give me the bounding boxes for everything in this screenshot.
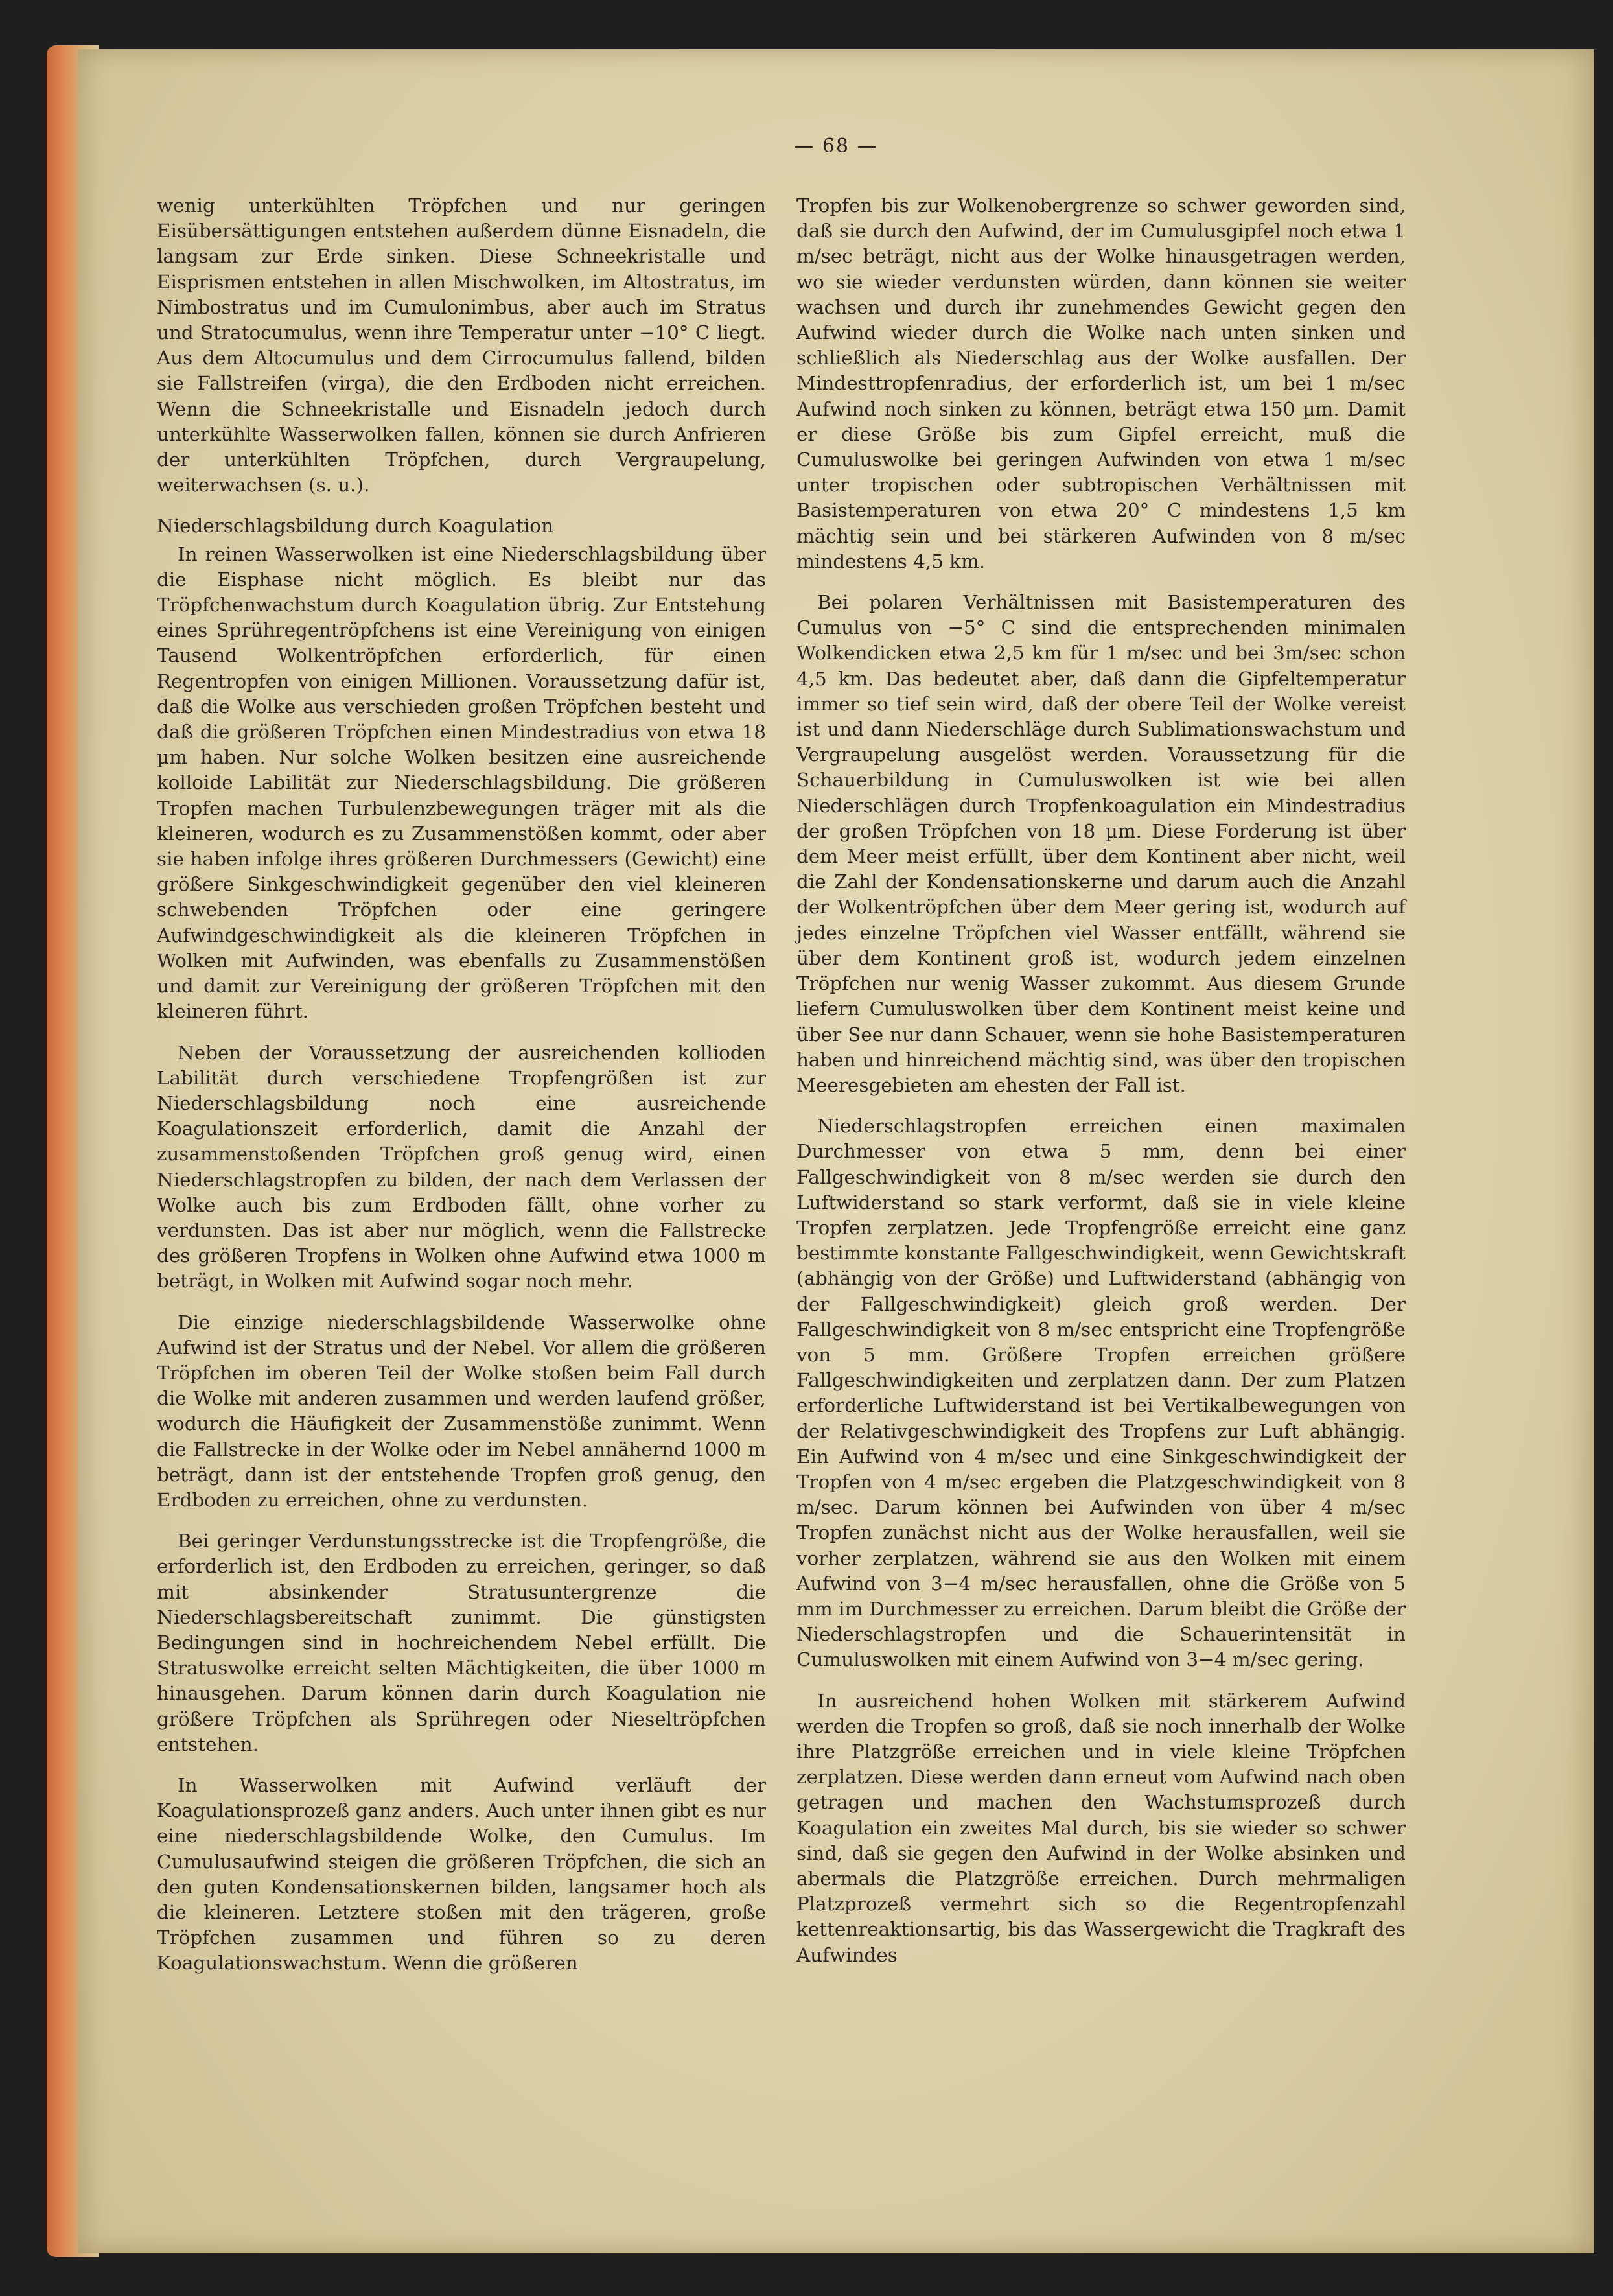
- section-heading: Niederschlagsbildung durch Koagulation: [157, 515, 553, 537]
- paragraph: Bei polaren Verhältnissen mit Basistemperaturen des Cumulus von −5° C sind die entsprechenden minimalen Wolkendicken etwa 2,5 km für 1 m/sec und bei 3m/sec schon 4,5 km. Das bedeutet aber, daß dann die Gipfeltemperatur immer so tief sein wird, daß der obere Teil der Wolke vereist ist und dann Niederschläge durch Sublimationswachstum und Vergraupelung ausgelöst werden. Voraussetzung für die Schauerbildung in Cumuluswolken ist wie bei allen Niederschlägen durch Tropfenkoagulation ein Mindestradius der großen Tröpfchen von 18 µm. Diese Forderung ist über dem Meer meist erfüllt, über dem Kontinent aber nicht, weil die Zahl der Kondensationskerne und darum auch die Anzahl der Wolkentröpfchen über dem Meer gering ist, wodurch auf jedes einzelne Tröpfchen viel Wasser entfällt, während sie über dem Kontinent groß ist, wodurch jedem einzelnen Tröpfchen nur wenig Wasser zukommt. Aus diesem Grunde liefern Cumuluswolken über dem Kontinent meist keine und über See nur dann Schauer, wenn sie hohe Basistemperaturen haben und hinreichend mächtig sind, was über den tropischen Meeresgebieten am ehesten der Fall ist.: [796, 591, 1406, 1096]
- paragraph: Tropfen bis zur Wolkenobergrenze so schwer geworden sind, daß sie durch den Aufwind, der im Cumulusgipfel noch etwa 1 m/sec beträgt, nicht aus der Wolke hinausgetragen werden, wo sie wieder verdunsten würden, dann können sie weiter wachsen und durch ihr zunehmendes Gewicht gegen den Aufwind wieder durch die Wolke nach unten sinken und schließlich als Niederschlag aus der Wolke ausfallen. Der Mindesttropfenradius, der erforderlich ist, um bei 1 m/sec Aufwind noch sinken zu können, beträgt etwa 150 µm. Damit er diese Größe bis zum Gipfel erreicht, muß die Cumuluswolke bei geringen Aufwinden von etwa 1 m/sec unter tropischen oder subtropischen Verhältnissen mit Basistemperaturen von etwa 20° C mindestens 1,5 km mächtig sein und bei stärkeren Aufwinden von 8 m/sec mindestens 4,5 km.: [796, 194, 1406, 572]
- paragraph: Bei geringer Verdunstungsstrecke ist die Tropfengröße, die erforderlich ist, den Erdboden zu erreichen, geringer, so daß mit absinkender Stratusuntergrenze die Niederschlagsbereitschaft zunimmt. Die günstigsten Bedingungen sind in hochreichendem Nebel erfüllt. Die Stratuswolke erreicht selten Mächtigkeiten, die über 1000 m hinausgehen. Darum können darin durch Koagulation nie größere Tröpfchen als Sprühregen oder Nieseltröpfchen entstehen.: [157, 1530, 766, 1755]
- paragraph: Neben der Voraussetzung der ausreichenden kollioden Labilität durch verschiedene Tropfengrößen ist zur Niederschlagsbildung noch eine ausreichende Koagulationszeit erforderlich, damit die Anzahl der zusammenstoßenden Tröpfchen groß genug wird, einen Niederschlagstropfen zu bilden, der nach dem Verlassen der Wolke auch bis zum Erdboden fällt, ohne vorher zu verdunsten. Das ist aber nur möglich, wenn die Fallstrecke des größeren Tropfens in Wolken ohne Aufwind etwa 1000 m beträgt, in Wolken mit Aufwind sogar noch mehr.: [157, 1041, 766, 1293]
- left-column: [157, 193, 766, 1992]
- paragraph: In Wasserwolken mit Aufwind verläuft der Koagulationsprozeß ganz anders. Auch unter ihnen gibt es nur eine niederschlagsbildende Wolke, den Cumulus. Im Cumulusaufwind steigen die größeren Tröpfchen, die sich an den guten Kondensationskernen bilden, langsamer hoch als die kleineren. Letztere stoßen mit den trägeren, große Tröpfchen zusammen und führen so zu deren Koagulationswachstum. Wenn die größeren: [157, 1774, 766, 1974]
- right-column: [796, 193, 1406, 1984]
- paragraph: In ausreichend hohen Wolken mit stärkerem Aufwind werden die Tropfen so groß, daß sie noch innerhalb der Wolke ihre Platzgröße erreichen und in viele kleine Tröpfchen zerplatzen. Diese werden dann erneut vom Aufwind nach oben getragen und machen den Wachstumsprozeß durch Koagulation ein zweites Mal durch, bis sie wieder so schwer sind, daß sie gegen den Aufwind in der Wolke absinken und abermals die Platzgröße erreichen. Durch mehrmaligen Platzprozeß vermehrt sich so die Regentropfenzahl kettenreaktionsartig, bis das Wassergewicht die Tragkraft des Aufwindes: [796, 1689, 1406, 1966]
- paragraph: In reinen Wasserwolken ist eine Niederschlagsbildung über die Eisphase nicht möglich. Es bleibt nur das Tröpfchenwachstum durch Koagulation übrig. Zur Entstehung eines Sprühregentröpfchens ist eine Vereinigung von einigen Tausend Wolkentröpfchen erforderlich, für einen Regentropfen von einigen Millionen. Voraussetzung dafür ist, daß die Wolke aus verschieden großen Tröpfchen besteht und daß die größeren Tröpfchen einen Mindestradius von etwa 18 µm haben. Nur solche Wolken besitzen eine ausreichende kolloide Labilität zur Niederschlagsbildung. Die größeren Tropfen machen Turbulenzbewegungen träger mit als die kleineren, wodurch es zu Zusammenstößen kommt, oder aber sie haben infolge ihres größeren Durchmessers (Gewicht) eine größere Sinkgeschwindigkeit gegenüber den viel kleineren schwebenden Tröpfchen oder eine geringere Aufwindgeschwindigkeit als die kleineren Tröpfchen in Wolken mit Aufwinden, was ebenfalls zu Zusammenstößen und damit zur Vereinigung der größeren Tröpfchen mit den kleineren führt.: [157, 543, 766, 1023]
- paragraph: wenig unterkühlten Tröpfchen und nur geringen Eisübersättigungen entstehen außerdem dünne Eisnadeln, die langsam zur Erde sinken. Diese Schneekristalle und Eisprismen entstehen in allen Mischwolken, im Altostratus, im Nimbostratus und im Cumulonimbus, aber auch im Stratus und Stratocumulus, wenn ihre Temperatur unter −10° C liegt. Aus dem Altocumulus und dem Cirrocumulus fallend, bilden sie Fallstreifen (virga), die den Erdboden nicht erreichen. Wenn die Schneekristalle und Eisnadeln jedoch durch unterkühlte Wasserwolken fallen, können sie durch Anfrieren der unterkühlten Tröpfchen, durch Vergraupelung, weiterwachsen (s. u.).: [157, 194, 766, 497]
- paragraph: Die einzige niederschlagsbildende Wasserwolke ohne Aufwind ist der Stratus und der Nebel. Vor allem die größeren Tröpfchen im oberen Teil der Wolke stoßen beim Fall durch die Wolke mit anderen zusammen und werden laufend größer, wodurch die Häufigkeit der Zusammenstöße zunimmt. Wenn die Fallstrecke in der Wolke oder im Nebel annähernd 1000 m beträgt, dann ist der entstehende Tropfen groß genug, den Erdboden zu erreichen, ohne zu verdunsten.: [157, 1311, 766, 1511]
- page-number: — 68 —: [794, 135, 878, 158]
- paragraph: Niederschlagstropfen erreichen einen maximalen Durchmesser von etwa 5 mm, denn bei einer Fallgeschwindigkeit von 8 m/sec werden sie durch den Luftwiderstand so stark verformt, daß sie in viele kleine Tropfen zerplatzen. Jede Tropfengröße erreicht eine ganz bestimmte konstante Fallgeschwindigkeit, wenn Gewichtskraft (abhängig von der Größe) und Luftwiderstand (abhängig von der Fallgeschwindigkeit) gleich groß werden. Der Fallgeschwindigkeit von 8 m/sec entspricht eine Tropfengröße von 5 mm. Größere Tropfen erreichen größere Fallgeschwindigkeiten und zerplatzen dann. Der zum Platzen erforderliche Luftwiderstand ist bei Vertikalbewegungen von der Relativgeschwindigkeit des Tropfens zur Luft abhängig. Ein Aufwind von 4 m/sec und eine Sinkgeschwindigkeit der Tropfen von 4 m/sec ergeben die Platzgeschwindigkeit von 8 m/sec. Darum können bei Aufwinden von über 4 m/sec Tropfen zunächst nicht aus der Wolke herausfallen, weil sie vorher zerplatzen, während sie aus den Wolken mit einem Aufwind von 3−4 m/sec herausfallen, ohne die Größe von 5 mm im Durchmesser zu erreichen. Darum bleibt die Größe der Niederschlagstropfen und die Schauerintensität in Cumuluswolken mit einem Aufwind von 3−4 m/sec gering.: [796, 1115, 1406, 1671]
